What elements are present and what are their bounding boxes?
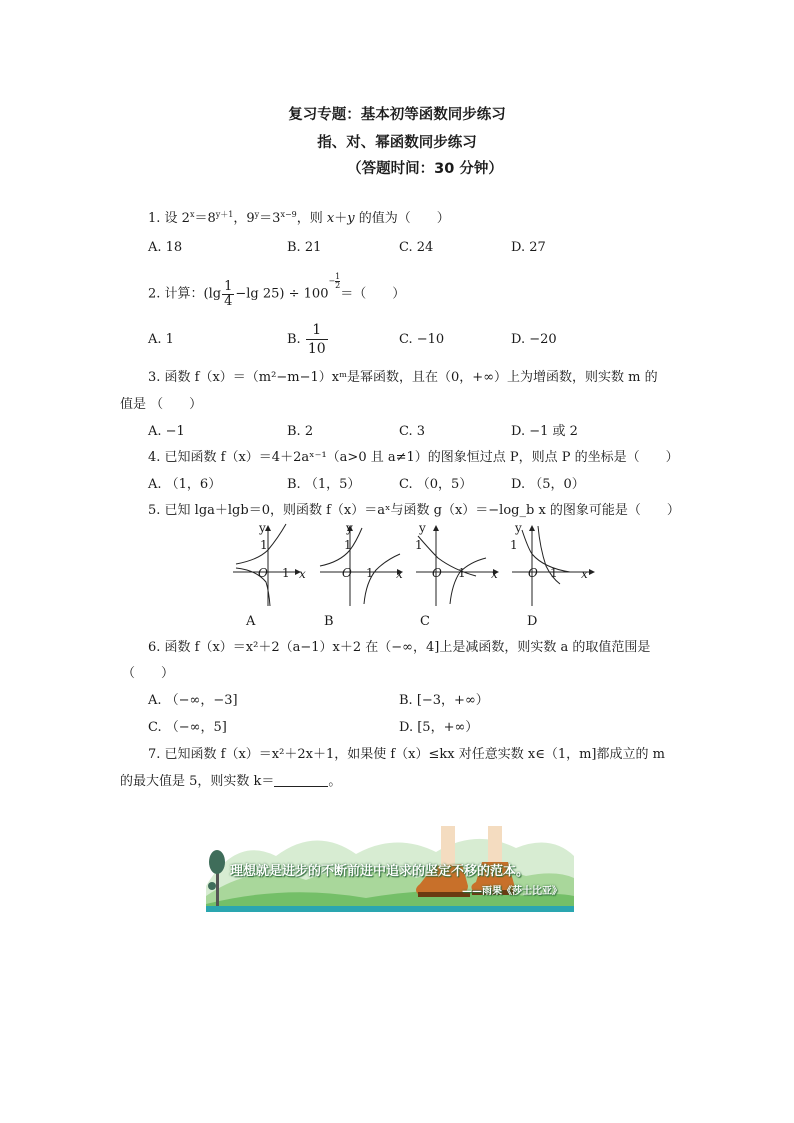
question-1: 1. 设 $2^x=8^{y+1}$，$9^y=3^{x-9}$，则 x＋y 的值为（ ） [148, 210, 450, 226]
graph-c-x-label: x [491, 567, 498, 581]
q1-option-a: A. 18 [148, 240, 183, 255]
graph-d-y-label: y [515, 521, 522, 535]
q3-option-a: A. −1 [148, 424, 185, 439]
graph-b-origin: O [342, 566, 352, 580]
question-4: 4. 已知函数 f（x）＝4＋2aˣ⁻¹（a>0 且 a≠1）的图象恒过点 P，则点 P 的坐标是（ ） [148, 450, 679, 465]
q1-option-d: D. 27 [511, 240, 546, 255]
graph-a-x-one: 1 [282, 566, 290, 580]
banner-ground [206, 906, 574, 912]
q2-fraction: $\frac{1}{4}$ [224, 278, 233, 309]
graph-a-one-label: 1 [260, 538, 268, 552]
graph-d-x-one: 1 [550, 566, 558, 580]
graph-c [416, 526, 498, 606]
q2-option-b: B. $\frac{1}{10}$ [287, 322, 326, 357]
graph-c-exp-curve [418, 536, 476, 576]
q4-option-c: C. （0，5） [399, 477, 473, 492]
graph-c-y-label: y [419, 521, 426, 535]
graph-b-exp-curve [320, 528, 362, 566]
graph-b-y-label: y [346, 521, 353, 535]
graph-d-x-label: x [581, 567, 588, 581]
graph-c-caption: C [420, 614, 430, 629]
q3-option-b: B. 2 [287, 424, 314, 439]
question-7-line1: 7. 已知函数 f（x）＝x²＋2x＋1，如果使 f（x）≤kx 对任意实数 x∈（1，m]都成立的 m [148, 747, 665, 762]
page-title: 复习专题：基本初等函数同步练习 [288, 107, 506, 123]
q4-option-d: D. （5，0） [511, 477, 585, 492]
page-subtitle: 指、对、幂函数同步练习 [317, 135, 477, 151]
question-3-line1: 3. 函数 f（x）＝（m²−m−1）xᵐ是幂函数，且在（0，+∞）上为增函数，则实数 m 的 [148, 370, 658, 385]
graph-b-caption: B [324, 614, 334, 629]
answer-time: （答题时间：30 分钟） [347, 161, 503, 177]
question-6-line1: 6. 函数 f（x）＝x²＋2（a−1）x＋2 在（−∞，4]上是减函数，则实数 a 的取值范围是 [148, 640, 651, 655]
question-7-line2: 的最大值是 5，则实数 k＝ 。 [120, 774, 342, 789]
q2-option-a: A. 1 [148, 332, 174, 347]
graph-c-origin: O [432, 566, 442, 580]
graph-d-caption: D [527, 614, 538, 629]
question-5: 5. 已知 lga＋lgb＝0，则函数 f（x）＝aˣ与函数 g（x）＝−log_b x 的图象可能是（ ） [148, 503, 680, 518]
graph-a-x-label: x [299, 567, 306, 581]
q4-option-a: A. （1，6） [148, 477, 222, 492]
q3-option-d: D. −1 或 2 [511, 424, 578, 439]
graph-d-origin: O [528, 566, 538, 580]
q6-option-c: C. （−∞，5] [148, 720, 227, 735]
q6-option-d: D. [5，+∞） [399, 720, 479, 735]
graph-b-x-one: 1 [366, 566, 374, 580]
graph-a-caption: A [246, 614, 256, 629]
graph-c-log-curve [450, 558, 486, 604]
q6-option-b: B. [−3，+∞） [399, 693, 489, 708]
question-6-line2: （ ） [122, 666, 175, 681]
q4-option-b: B. （1，5） [287, 477, 361, 492]
graph-c-one-label: 1 [415, 538, 423, 552]
graph-b-one-label: 1 [344, 538, 352, 552]
banner-author: ——雨果《莎士比亚》 [462, 886, 562, 897]
graph-d-one-label: 1 [510, 538, 518, 552]
graph-c-x-one: 1 [458, 566, 466, 580]
q3-option-c: C. 3 [399, 424, 426, 439]
question-2: 2. 计算：(lg $\frac{1}{4}$ −lg 25) ÷ 100− $\frac{1}{2}$ ＝（ ） [148, 272, 406, 309]
q2-option-d: D. −20 [511, 332, 557, 347]
graph-b [320, 526, 402, 606]
graph-a [233, 524, 300, 606]
graph-b-x-label: x [396, 567, 403, 581]
q2-exponent: − $\frac{1}{2}$ [328, 272, 341, 290]
q1-option-b: B. 21 [287, 240, 322, 255]
question-3-line2: 值是 （ ） [120, 397, 203, 412]
q6-option-a: A. （−∞，−3] [148, 693, 238, 708]
graph-a-y-label: y [259, 521, 266, 535]
q2-option-c: C. −10 [399, 332, 445, 347]
banner-quote: 理想就是进步的不断前进中追求的坚定不移的范本。 [230, 864, 530, 879]
q1-option-c: C. 24 [399, 240, 434, 255]
answer-blank [274, 774, 328, 787]
q5-graphs [228, 520, 598, 610]
graph-a-origin: O [258, 566, 268, 580]
